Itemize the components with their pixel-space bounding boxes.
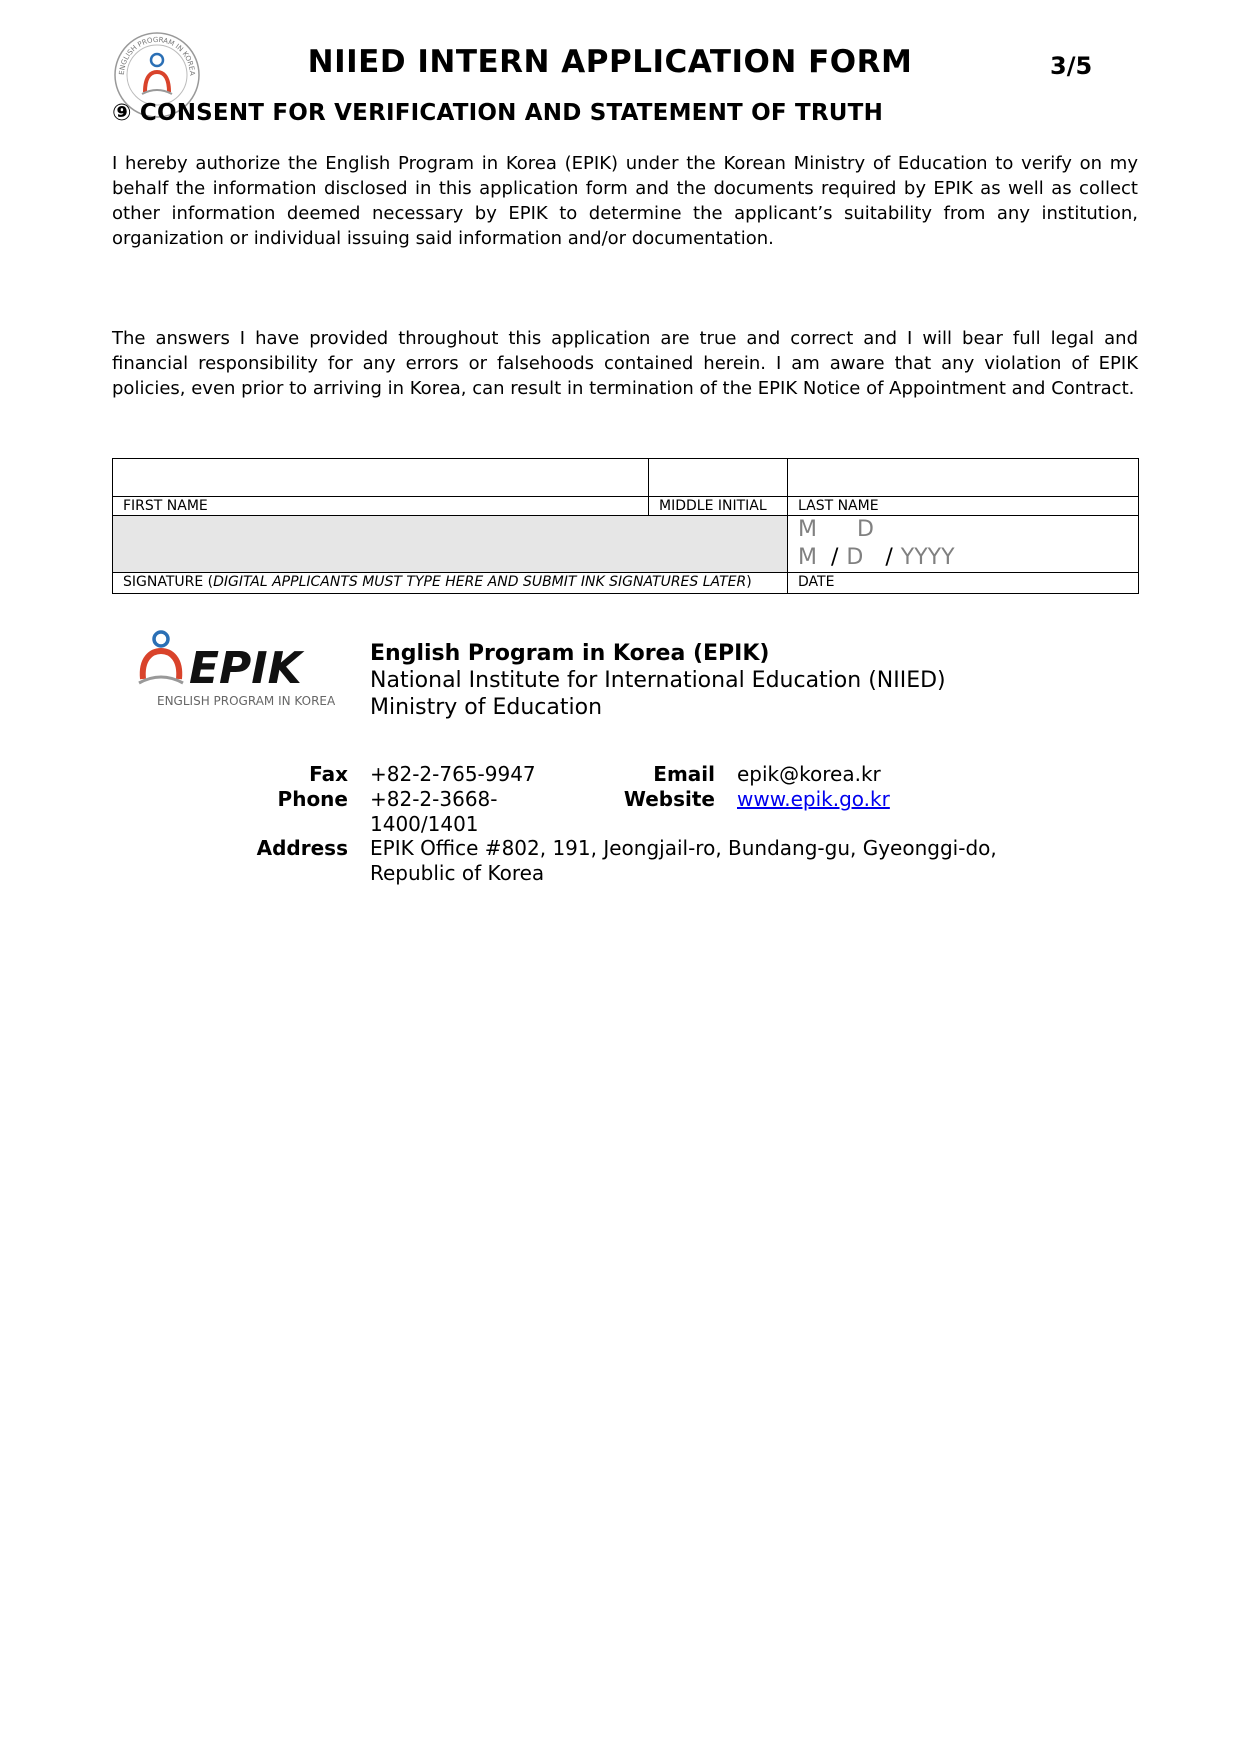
last-name-field[interactable] [788,459,1139,497]
website-link[interactable]: www.epik.go.kr [737,787,890,811]
date-field[interactable] [788,516,1139,573]
last-name-label: LAST NAME [788,497,1139,516]
page-number: 3/5 [1050,52,1093,80]
first-name-field[interactable] [113,459,649,497]
middle-initial-field[interactable] [649,459,788,497]
org-name: English Program in Korea (EPIK) [370,641,770,666]
truth-paragraph: The answers I have provided throughout this application are true and correct and I will bear full legal and financial responsibility for any errors or falsehoods contained herein. I am aware that any violation of EPIK policies, even prior to arriving in Korea, can result in termination of the EPIK Notice of Appointment and Contract. [112,328,1138,399]
svg-text:EPIK: EPIK [189,643,302,694]
svg-text:ENGLISH PROGRAM IN KOREA: ENGLISH PROGRAM IN KOREA [157,694,335,708]
phone-label: Phone [277,787,348,811]
date-label: DATE [788,573,1139,594]
form-title: NIIED INTERN APPLICATION FORM [307,44,913,80]
email-value: epik@korea.kr [737,762,881,786]
section-heading: ⑨ CONSENT FOR VERIFICATION AND STATEMENT OF TRUTH [112,100,884,126]
middle-initial-label: MIDDLE INITIAL [649,497,788,516]
organization-info [370,640,946,721]
date-placeholder-bottom: M / D / YYYY [798,545,955,570]
epik-logo [135,627,335,709]
fax-value: +82-2-765-9947 [370,762,536,786]
consent-paragraph: I hereby authorize the English Program in Korea (EPIK) under the Korean Ministry of Education to verify on my behalf the information disclosed in this application form and the documents required by EPIK as well as collect other information deemed necessary by EPIK to determine the applicant’s suitability from any institution, organization or individual issuing said information and/or documentation. [112,153,1138,249]
signature-form-table [112,458,1139,594]
first-name-label: FIRST NAME [113,497,649,516]
website-label: Website [623,787,715,811]
signature-field[interactable] [113,516,788,573]
svg-text:ENGLISH PROGRAM IN KOREA: ENGLISH PROGRAM IN KOREA [117,35,197,76]
email-label: Email [653,762,715,786]
address-label: Address [256,836,348,860]
signature-label: SIGNATURE (DIGITAL APPLICANTS MUST TYPE HERE AND SUBMIT INK SIGNATURES LATER) [113,573,788,594]
address-value: EPIK Office #802, 191, Jeongjail-ro, Bundang-gu, Gyeonggi-do, Republic of Korea [370,836,997,885]
date-placeholder-top: M D [798,517,874,542]
institute-name: National Institute for International Education (NIIED) [370,668,946,693]
fax-label: Fax [309,762,348,786]
phone-value: +82-2-3668- 1400/1401 [370,787,498,836]
ministry-name: Ministry of Education [370,695,603,720]
